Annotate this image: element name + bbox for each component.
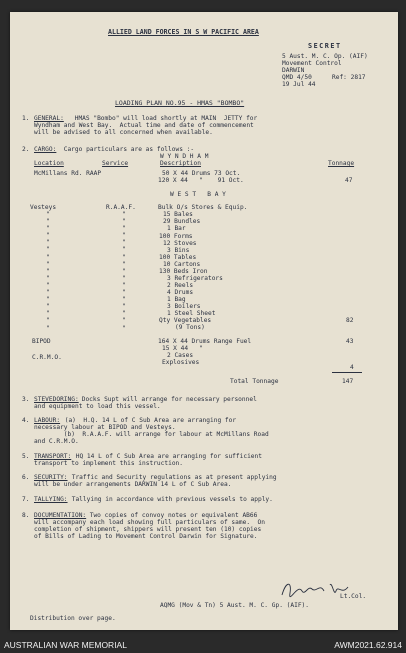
security-classification: SECRET bbox=[308, 42, 342, 50]
west-bay-item: 3 Refrigerators bbox=[167, 275, 223, 282]
document-title: ALLIED LAND FORCES IN S W PACIFIC AREA bbox=[108, 28, 259, 36]
distribution-note: Distribution over page. bbox=[30, 615, 116, 622]
west-bay-item: 29 Bundles bbox=[163, 218, 201, 225]
reference-id: QMD 4/50 bbox=[282, 74, 312, 81]
section-6-number: 6. bbox=[22, 474, 30, 481]
west-bay-tonnage: 82 bbox=[346, 317, 354, 324]
crmo-item: 2 Cases bbox=[167, 352, 194, 359]
section-3-number: 3. bbox=[22, 396, 30, 403]
section-6-text: Traffic and Security regulations as at present applying bbox=[68, 474, 277, 481]
west-bay-item: 4 Drums bbox=[167, 289, 194, 296]
wyndham-location: McMillans Rd. RAAP bbox=[34, 170, 102, 177]
column-header-tonnage: Tonnage bbox=[328, 160, 355, 167]
west-bay-item: 3 Boilers bbox=[167, 303, 201, 310]
bipod-location: BIPOD bbox=[32, 338, 51, 345]
section-7-heading: TALLYING: bbox=[34, 496, 68, 503]
west-bay-item: Qty Vegetables bbox=[159, 317, 212, 324]
destination-wyndham: W Y N D H A M bbox=[160, 153, 209, 160]
crmo-location: C.R.M.O. bbox=[32, 354, 62, 361]
section-4-text: (a) H.Q. 14 L of C Sub Area are arranging for bbox=[61, 417, 237, 424]
office-name: Movement Control bbox=[282, 60, 342, 67]
section-4-text: necessary labour at BIPOD and Vesteys. bbox=[34, 424, 176, 431]
section-8-text: Two copies of convoy notes or equivalent AB66 bbox=[86, 512, 258, 519]
section-8-text: will accompany each load showing full particulars of same. On bbox=[34, 519, 265, 526]
section-6-text: will be under arrangements DARWIN 14 L of C Sub Area. bbox=[34, 481, 232, 488]
column-header-description: Description bbox=[160, 160, 201, 167]
west-bay-item: 100 Tables bbox=[159, 254, 197, 261]
section-7-number: 7. bbox=[22, 496, 30, 503]
signatory-title: AQMG (Mov & Tn) 5 Aust. M. C. Gp. (AIF). bbox=[160, 602, 310, 609]
section-8-text: of Bills of Lading to Movement Control Darwin for Signature. bbox=[34, 533, 258, 540]
section-3-heading: STEVEDORING: bbox=[34, 396, 79, 403]
west-bay-item: 10 Cartons bbox=[163, 261, 201, 268]
section-8-heading: DOCUMENTATION: bbox=[34, 512, 87, 519]
section-6-heading: SECURITY: bbox=[34, 474, 68, 481]
place-name: DARWIN bbox=[282, 67, 305, 74]
section-2-number: 2. bbox=[22, 146, 30, 153]
section-2-text: Cargo particulars are as follows :- bbox=[60, 146, 195, 153]
crmo-item: Explosives bbox=[162, 359, 200, 366]
section-1-text: will be advised to all concerned when available. bbox=[34, 129, 213, 136]
west-bay-item: 12 Stoves bbox=[163, 240, 197, 247]
total-rule bbox=[332, 372, 362, 373]
signatory-rank: Lt.Col. bbox=[340, 593, 367, 600]
section-7-text: Tallying in accordance with previous vessels to apply. bbox=[68, 496, 273, 503]
west-bay-item: 100 Forms bbox=[159, 233, 193, 240]
section-5-heading: TRANSPORT: bbox=[34, 453, 72, 460]
bipod-tonnage: 43 bbox=[346, 338, 354, 345]
total-tonnage-label: Total Tonnage bbox=[230, 378, 279, 385]
west-bay-item: 1 Bar bbox=[167, 225, 186, 232]
west-bay-service: R.A.A.F. bbox=[106, 204, 136, 211]
ditto-marks-service: " " " " " " " " " " " " " " " " " bbox=[122, 211, 126, 332]
west-bay-item: 3 Bins bbox=[167, 247, 190, 254]
section-8-number: 8. bbox=[22, 512, 30, 519]
west-bay-item: (9 Tons) bbox=[175, 324, 205, 331]
west-bay-item: 130 Beds Iron bbox=[159, 268, 208, 275]
wyndham-item: 120 X 44 " 91 Oct. bbox=[158, 177, 244, 184]
section-3-text: and equipment to load this vessel. bbox=[34, 403, 161, 410]
section-1-text: HMAS "Bombo" will load shortly at MAIN JETTY for bbox=[71, 115, 258, 122]
document-date: 19 Jul 44 bbox=[282, 81, 316, 88]
section-4-number: 4. bbox=[22, 417, 30, 424]
section-8-text: completion of shipment, shippers will present ten (10) copies bbox=[34, 526, 262, 533]
column-header-location: Location bbox=[34, 160, 64, 167]
west-bay-item: 2 Reels bbox=[167, 282, 194, 289]
section-5-number: 5. bbox=[22, 453, 30, 460]
archive-caption-bar bbox=[0, 638, 406, 653]
section-1-number: 1. bbox=[22, 115, 30, 122]
column-header-service: Service bbox=[102, 160, 129, 167]
west-bay-location: Vesteys bbox=[30, 204, 57, 211]
section-1-text: Wyndham and West Bay. Actual time and date of commencement bbox=[34, 122, 254, 129]
destination-west-bay: W E S T B A Y bbox=[170, 191, 226, 198]
section-2-heading: CARGO: bbox=[34, 146, 57, 153]
unit-name: 5 Aust. M. C. Op. (AIF) bbox=[282, 53, 368, 60]
total-tonnage-value: 147 bbox=[342, 378, 354, 385]
archive-accession-number: AWM2021.62.914 bbox=[334, 640, 402, 650]
west-bay-item: 1 Steel Sheet bbox=[167, 310, 216, 317]
archive-name: AUSTRALIAN WAR MEMORIAL bbox=[4, 640, 127, 650]
section-4-text: (b) R.A.A.F. will arrange for labour at McMillans Road bbox=[34, 431, 269, 438]
bipod-item: 15 X 44 " bbox=[162, 345, 203, 352]
wyndham-item: 50 X 44 Drums 73 Oct. bbox=[162, 170, 241, 177]
crmo-tonnage: 4 bbox=[350, 364, 354, 371]
section-5-text: transport to implement this instruction. bbox=[34, 460, 184, 467]
wyndham-tonnage: 47 bbox=[345, 177, 353, 184]
bipod-item: 164 X 44 Drums Range Fuel bbox=[158, 338, 252, 345]
document-page bbox=[10, 12, 398, 630]
section-5-text: HQ 14 L of C Sub Area are arranging for sufficient bbox=[72, 453, 262, 460]
west-bay-item: Bulk O/s Stores & Equip. bbox=[158, 204, 248, 211]
reference-number: Ref: 2817 bbox=[332, 74, 366, 81]
section-4-text: and C.R.M.O. bbox=[34, 438, 79, 445]
ditto-marks-location: " " " " " " " " " " " " " " " " " bbox=[46, 211, 50, 332]
section-4-heading: LABOUR: bbox=[34, 417, 61, 424]
section-3-text: Docks Supt will arrange for necessary personnel bbox=[78, 396, 257, 403]
west-bay-item: 1 Bag bbox=[167, 296, 186, 303]
section-1-heading: GENERAL: bbox=[34, 115, 64, 122]
plan-title: LOADING PLAN NO.95 - HMAS "BOMBO" bbox=[115, 99, 245, 107]
west-bay-item: 15 Bales bbox=[163, 211, 193, 218]
